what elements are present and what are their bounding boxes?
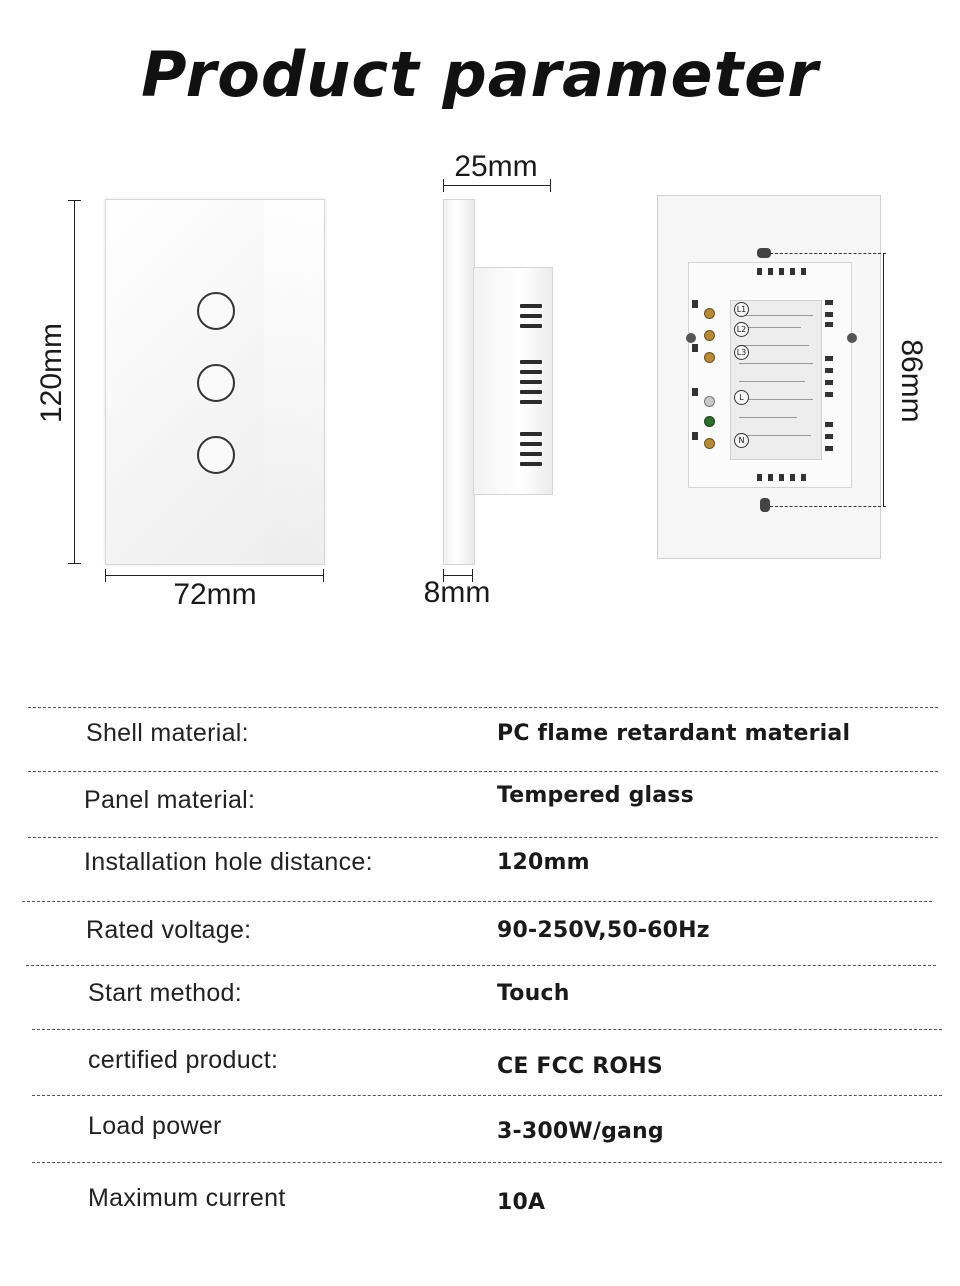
terminal-screw xyxy=(704,352,715,363)
pin xyxy=(768,474,773,481)
terminal-marker-l1: L1 xyxy=(734,302,749,317)
spec-value-shell: PC flame retardant material xyxy=(497,721,851,746)
spec-value-panel: Tempered glass xyxy=(497,783,694,808)
mount-screw xyxy=(686,333,696,343)
vent-slot xyxy=(520,432,542,436)
pin xyxy=(692,300,698,308)
height-tick-top xyxy=(68,200,81,201)
sticker-text-line xyxy=(739,399,813,400)
sticker-text-line xyxy=(739,381,805,382)
spec-label-voltage: Rated voltage: xyxy=(86,916,252,944)
sticker-text-line xyxy=(739,417,797,418)
hole-guide-bottom xyxy=(770,506,886,507)
row-divider xyxy=(28,771,938,772)
terminal-marker-l3: L3 xyxy=(734,345,749,360)
row-divider xyxy=(26,965,936,966)
pin xyxy=(692,344,698,352)
mounting-hole-bottom xyxy=(760,498,770,512)
pin xyxy=(779,268,784,275)
terminal-screw xyxy=(704,330,715,341)
vent-slot xyxy=(520,360,542,364)
sticker-text-line xyxy=(739,345,809,346)
touch-button-2 xyxy=(197,364,235,402)
vent-slot xyxy=(520,400,542,404)
touch-button-3 xyxy=(197,436,235,474)
mounting-hole-top xyxy=(757,248,771,258)
pin xyxy=(790,474,795,481)
sticker-text-line xyxy=(739,363,813,364)
height-tick-bottom xyxy=(68,563,81,564)
front-glass-panel xyxy=(105,199,325,565)
pin xyxy=(825,392,833,397)
height-label: 120mm xyxy=(35,322,68,424)
pin xyxy=(768,268,773,275)
vent-slot xyxy=(520,390,542,394)
terminal-marker-n: N xyxy=(734,433,749,448)
vent-slot xyxy=(520,304,542,308)
spec-label-hole: Installation hole distance: xyxy=(84,848,373,876)
hole-distance-label: 86mm xyxy=(895,339,928,423)
spec-label-panel: Panel material: xyxy=(84,786,256,814)
row-divider xyxy=(32,1095,942,1096)
terminal-marker-l2: L2 xyxy=(734,322,749,337)
side-body xyxy=(473,267,553,495)
depth-tick-left xyxy=(443,179,444,192)
spec-label-shell: Shell material: xyxy=(86,719,249,747)
pin xyxy=(757,268,762,275)
row-divider xyxy=(28,837,938,838)
pin xyxy=(825,312,833,317)
pin xyxy=(692,432,698,440)
status-led xyxy=(704,416,715,427)
vent-slot xyxy=(520,452,542,456)
depth-label: 25mm xyxy=(454,150,538,183)
pin xyxy=(825,300,833,305)
depth-dimension-line xyxy=(443,185,551,186)
spec-value-load: 3-300W/gang xyxy=(497,1119,664,1144)
pin xyxy=(790,268,795,275)
pin xyxy=(825,446,833,451)
vent-slot xyxy=(520,314,542,318)
touch-button-1 xyxy=(197,292,235,330)
terminal-screw xyxy=(704,396,715,407)
sticker-text-line xyxy=(739,315,813,316)
pin xyxy=(825,322,833,327)
side-plate xyxy=(443,199,475,565)
height-dimension-line xyxy=(74,200,75,563)
pin xyxy=(801,268,806,275)
spec-label-current: Maximum current xyxy=(88,1184,286,1212)
vent-slot xyxy=(520,462,542,466)
terminal-marker-l: L xyxy=(734,390,749,405)
spec-value-certified: CE FCC ROHS xyxy=(497,1054,663,1079)
row-divider xyxy=(32,1029,942,1030)
spec-value-current: 10A xyxy=(497,1190,546,1215)
spec-value-voltage: 90-250V,50-60Hz xyxy=(497,918,710,943)
sticker-text-line xyxy=(739,435,811,436)
spec-label-start: Start method: xyxy=(88,979,242,1007)
pin xyxy=(692,388,698,396)
glass-glare xyxy=(264,200,324,564)
width-tick-right xyxy=(323,569,324,582)
pin xyxy=(825,422,833,427)
pin xyxy=(825,380,833,385)
terminal-screw xyxy=(704,308,715,319)
spec-value-start: Touch xyxy=(497,981,570,1006)
row-divider xyxy=(22,901,932,902)
pin xyxy=(825,356,833,361)
spec-label-load: Load power xyxy=(88,1112,222,1140)
hole-distance-line xyxy=(883,253,884,506)
width-tick-left xyxy=(105,569,106,582)
vent-slot xyxy=(520,380,542,384)
vent-slot xyxy=(520,442,542,446)
pin xyxy=(825,434,833,439)
vent-slot xyxy=(520,370,542,374)
page-title: Product parameter xyxy=(141,38,819,111)
hole-guide-top xyxy=(770,253,886,254)
depth-tick-right xyxy=(550,179,551,192)
width-label: 72mm xyxy=(173,578,257,611)
width-dimension-line xyxy=(105,575,324,576)
mount-screw xyxy=(847,333,857,343)
vent-slot xyxy=(520,324,542,328)
terminal-screw xyxy=(704,438,715,449)
row-divider xyxy=(28,707,938,708)
pin xyxy=(757,474,762,481)
thickness-label: 8mm xyxy=(423,576,491,609)
spec-value-hole: 120mm xyxy=(497,850,590,875)
row-divider xyxy=(32,1162,942,1163)
pin xyxy=(779,474,784,481)
spec-label-certified: certified product: xyxy=(88,1046,279,1074)
pin xyxy=(825,368,833,373)
pin xyxy=(801,474,806,481)
